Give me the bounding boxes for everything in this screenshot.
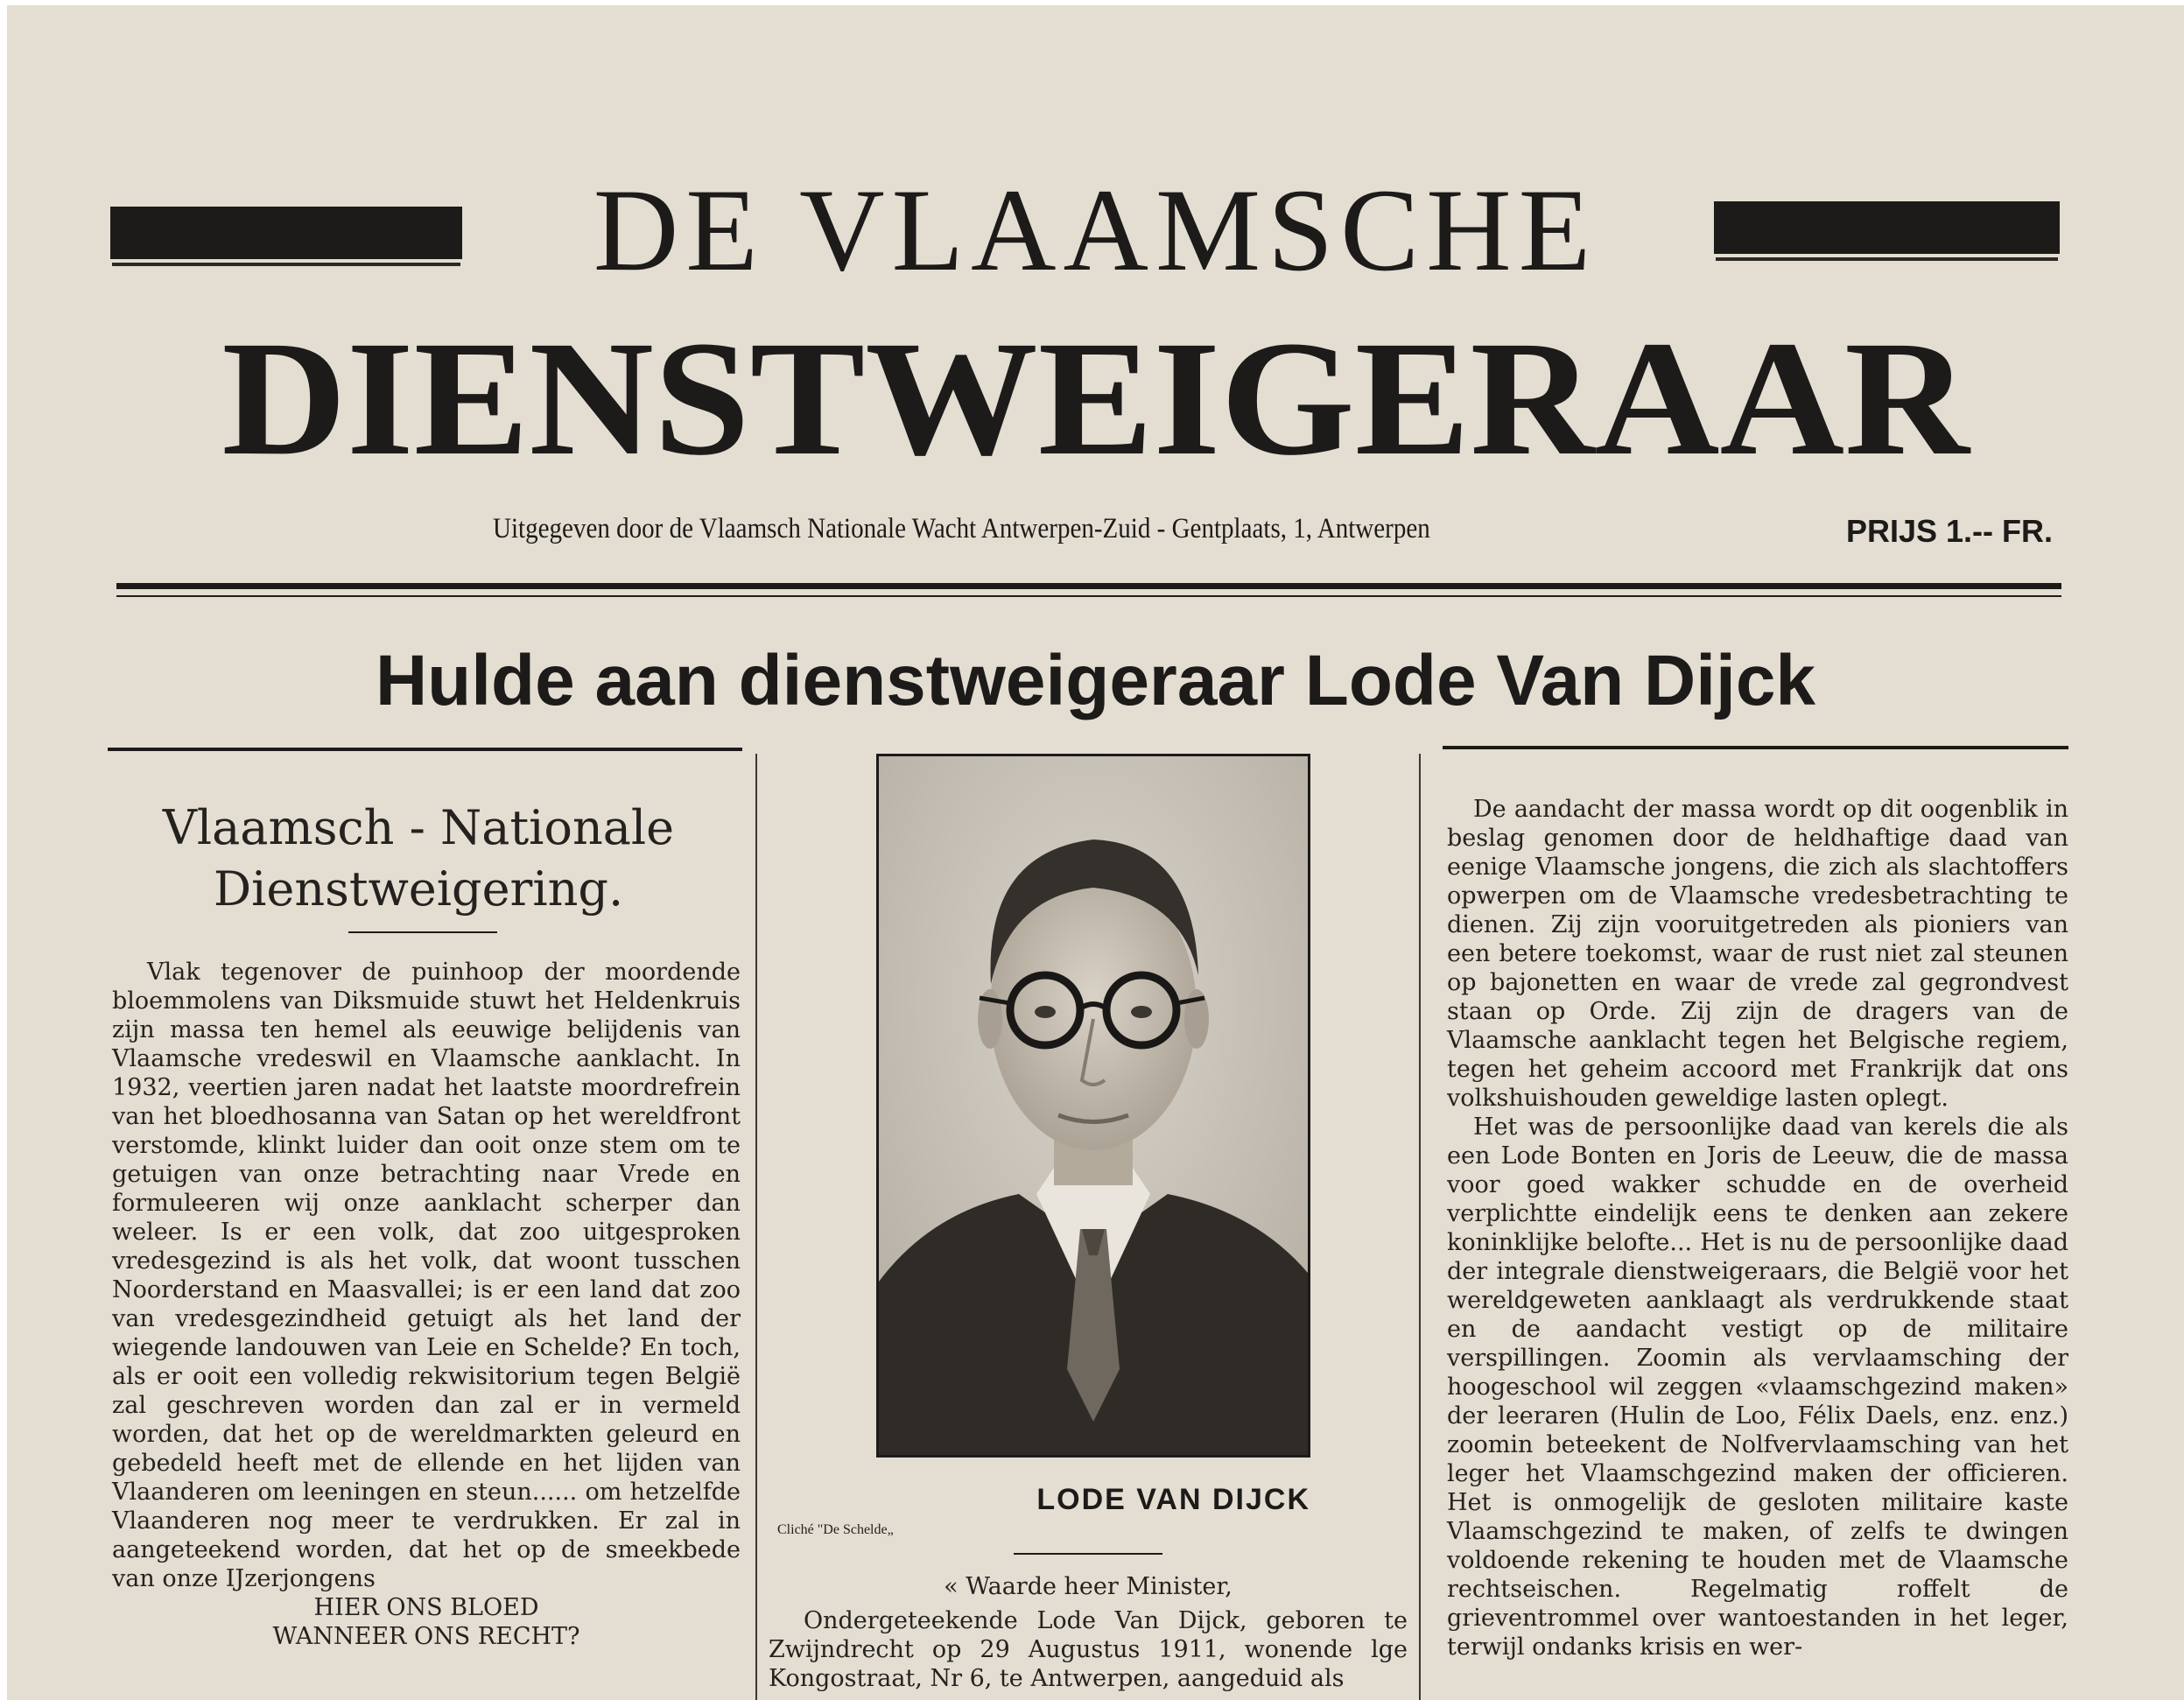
letter-salutation: « Waarde heer Minister, bbox=[944, 1573, 1232, 1600]
masthead-title-top: DE VLAAMSCHE bbox=[593, 165, 1598, 296]
photo-credit: Cliché "De Schelde„ bbox=[777, 1522, 894, 1537]
center-letter bbox=[769, 1572, 1408, 1693]
masthead-price: PRIJS 1.-- FR. bbox=[1845, 513, 2053, 549]
left-article-title bbox=[95, 797, 742, 920]
right-article-paragraph-1: De aandacht der massa wordt op dit oogenblik in beslag genomen door de heldhaftige daad van eenige Vlaamsche jongens, die zich als slachtoffers opwerpen om de Vlaamsche vredesbetrachting te dienen. Zij zijn vooruitgetreden als pioniers van een betere toekomst, waar de rust niet zal steunen op bajonetten en waar de vrede zal gegrondvest staan op Orde. Zij zijn de dragers van de Vlaamsche aanklacht tegen het Belgische regiem, tegen het geheim accoord met Frankrijk dat ons volkshuishouden geweldige lasten oplegt. bbox=[1447, 796, 2068, 1112]
photo-caption: LODE VAN DIJCK bbox=[1036, 1483, 1310, 1516]
masthead-title-main: DIENSTWEIGERAAR bbox=[221, 306, 1970, 489]
masthead-imprint: Uitgegeven door de Vlaamsch Nationale Wacht Antwerpen-Zuid - Gentplaats, 1, Antwerpen bbox=[493, 513, 1430, 544]
left-article-text: Vlak tegenover de puinhoop der moordende bloemmolens van Diksmuide stuwt het Heldenkruis zijn massa ten hemel als eeuwige belijdenis van Vlaamsche vredeswil en Vlaamsche aanklacht. In 1932, veertien jaren nadat het laatste moordrefrein van het bloedhosanna van Satan op het wereldfront verstomde, klinkt luider dan ooit onze stem om te getuigen van onze betrachting naar Vrede en formuleeren wij onze aanklacht scherper dan weleer. Is er een volk, dat zoo uitgesproken vredesgezind is als het volk, dat woont tusschen Noorderstand en Maasvallei; is er een land dat zoo van vredesgezindheid getuigt als het land der wiegende landouwen van Leie en Schelde? En toch, als er ooit een volledig rekwisitorium tegen België zal geschreven worden dan zal er in vermeld worden, dat het op de wereldmarkten geleurd en gebedeld heeft met de ellende en het lijden van Vlaanderen om leeningen en steun...... om hetzelfde Vlaanderen nog meer te verdrukken. Er zal in aangeteekend worden, dat het op de smeekbede van onze IJzerjongens bbox=[112, 959, 741, 1592]
newspaper-page bbox=[7, 5, 2184, 1700]
portrait-photo bbox=[876, 754, 1310, 1458]
main-headline: Hulde aan dienstweigeraar Lode Van Dijck bbox=[375, 641, 1816, 720]
left-column-top-rule bbox=[108, 748, 742, 751]
left-article-title-line1: Vlaamsch - Nationale bbox=[162, 800, 675, 855]
right-article-paragraph-2: Het was de persoonlijke daad van kerels die als een Lode Bonten en Joris de Leeuw, die de massa voor goed wakker schudde en de overheid verplichtte eindelijk eens te denken aan zekere koninklijke belofte... Het is nu de persoonlijke daad der integrale dienstweigeraars, die België voor het wereldgeweten aanklaagt als verdrukkende staat en de aandacht vestigt op de militaire verspillingen. Zoomin als vervlaamsching der hoogeschool wil zeggen «vlaamschgezind maken» der leeraren (Hulin de Loo, Félix Daels, enz. enz.) zoomin beteekent de Nolfvervlaamsching van het leger het Vlaamschgezind maken der officieren. Het is onmogelijk de gesloten militaire kaste Vlaamschgezind te maken, of zelfs te dwingen voldoende rekening te houden met de Vlaamsche rechtseischen. Regelmatig roffelt de grieventrommel over wantoestanden in het leger, terwijl ondanks krisis en wer- bbox=[1447, 1113, 2068, 1661]
left-article-poem-line2: WANNEER ONS RECHT? bbox=[272, 1623, 580, 1650]
portrait-illustration bbox=[879, 756, 1308, 1455]
left-article-body bbox=[112, 958, 741, 1651]
letter-body: Ondergeteekende Lode Van Dijck, geboren te Zwijndrecht op 29 Augustus 1911, wonende lge Kongostraat, Nr 6, te Antwerpen, aangeduid als bbox=[769, 1607, 1408, 1692]
masthead-rule-thin bbox=[116, 595, 2061, 597]
left-article-title-line2: Dienstweigering. bbox=[213, 861, 624, 917]
center-separator-rule bbox=[1014, 1553, 1162, 1555]
right-article-body bbox=[1447, 795, 2068, 1661]
left-title-underline bbox=[348, 931, 497, 933]
column-divider-left bbox=[755, 754, 757, 1700]
masthead-rule-thick bbox=[116, 583, 2061, 589]
column-divider-right bbox=[1419, 754, 1421, 1700]
left-article-poem-line1: HIER ONS BLOED bbox=[313, 1594, 539, 1621]
right-column-top-rule bbox=[1443, 746, 2068, 749]
